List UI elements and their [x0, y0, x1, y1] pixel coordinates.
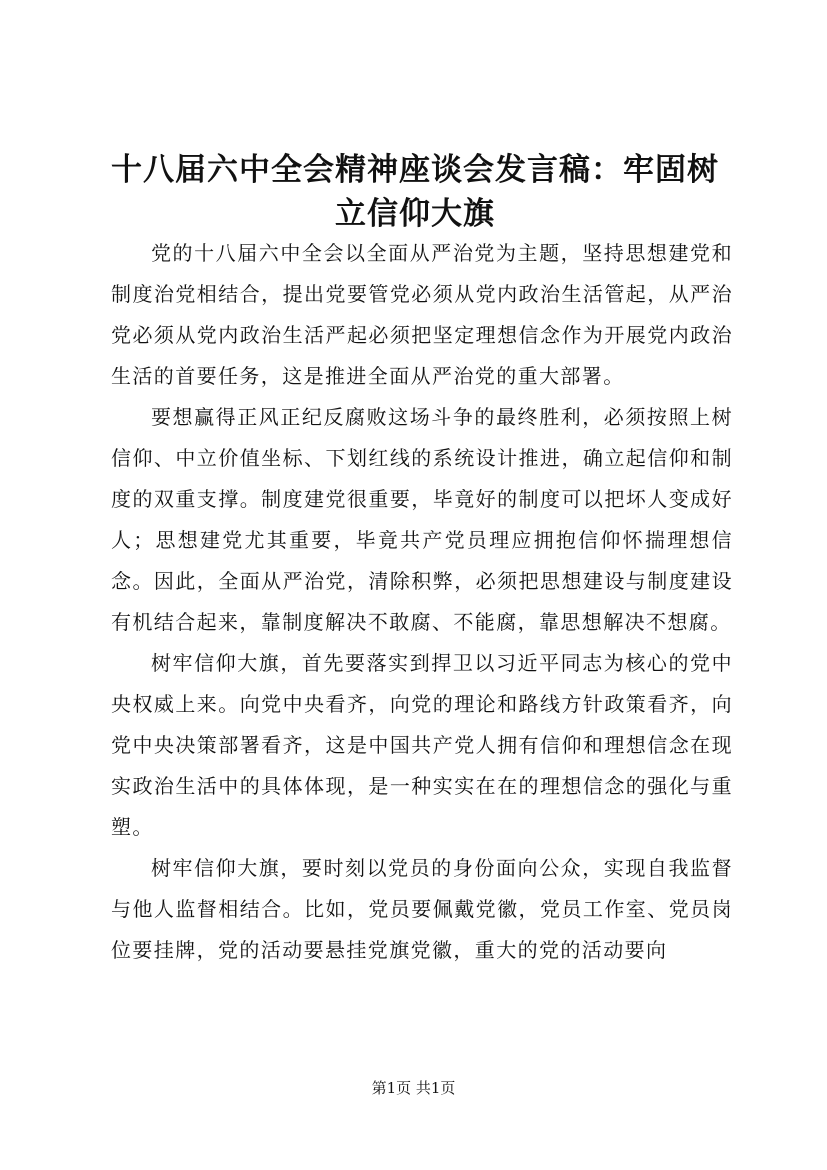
paragraph-3: 树牢信仰大旗，首先要落实到捍卫以习近平同志为核心的党中央权威上来。向党中央看齐，向党的理论和路线方针政策看齐，向党中央决策部署看齐，这是中国共产党人拥有信仰和理想信念在现实政治生活中的具体体现，是一种实实在在的理想信念的强化与重塑。	[111, 651, 733, 839]
paragraph-2: 要想赢得正风正纪反腐败这场斗争的最终胜利，必须按照上树信仰、中立价值坐标、下划红线的系统设计推进，确立起信仰和制度的双重支撑。制度建党很重要，毕竟好的制度可以把坏人变成好人；思想建党尤其重要，毕竟共产党员理应拥抱信仰怀揣理想信念。因此，全面从严治党，清除积弊，必须把思想建设与制度建设有机结合起来，靠制度解决不敢腐、不能腐，靠思想解决不想腐。	[111, 405, 733, 634]
document-title: 十八届六中全会精神座谈会发言稿：牢固树立信仰大旗	[111, 152, 719, 232]
paragraph-1: 党的十八届六中全会以全面从严治党为主题，坚持思想建党和制度治党相结合，提出党要管党必须从党内政治生活管起，从严治党必须从党内政治生活严起必须把坚定理想信念作为开展党内政治生活的首要任务，这是推进全面从严治党的重大部署。	[111, 241, 733, 388]
document-body	[111, 233, 733, 971]
page-number-footer: 第1页 共1页	[371, 1079, 456, 1097]
paragraph-4: 树牢信仰大旗，要时刻以党员的身份面向公众，实现自我监督与他人监督相结合。比如，党员要佩戴党徽，党员工作室、党员岗位要挂牌，党的活动要悬挂党旗党徽，重大的党的活动要向	[111, 856, 733, 962]
